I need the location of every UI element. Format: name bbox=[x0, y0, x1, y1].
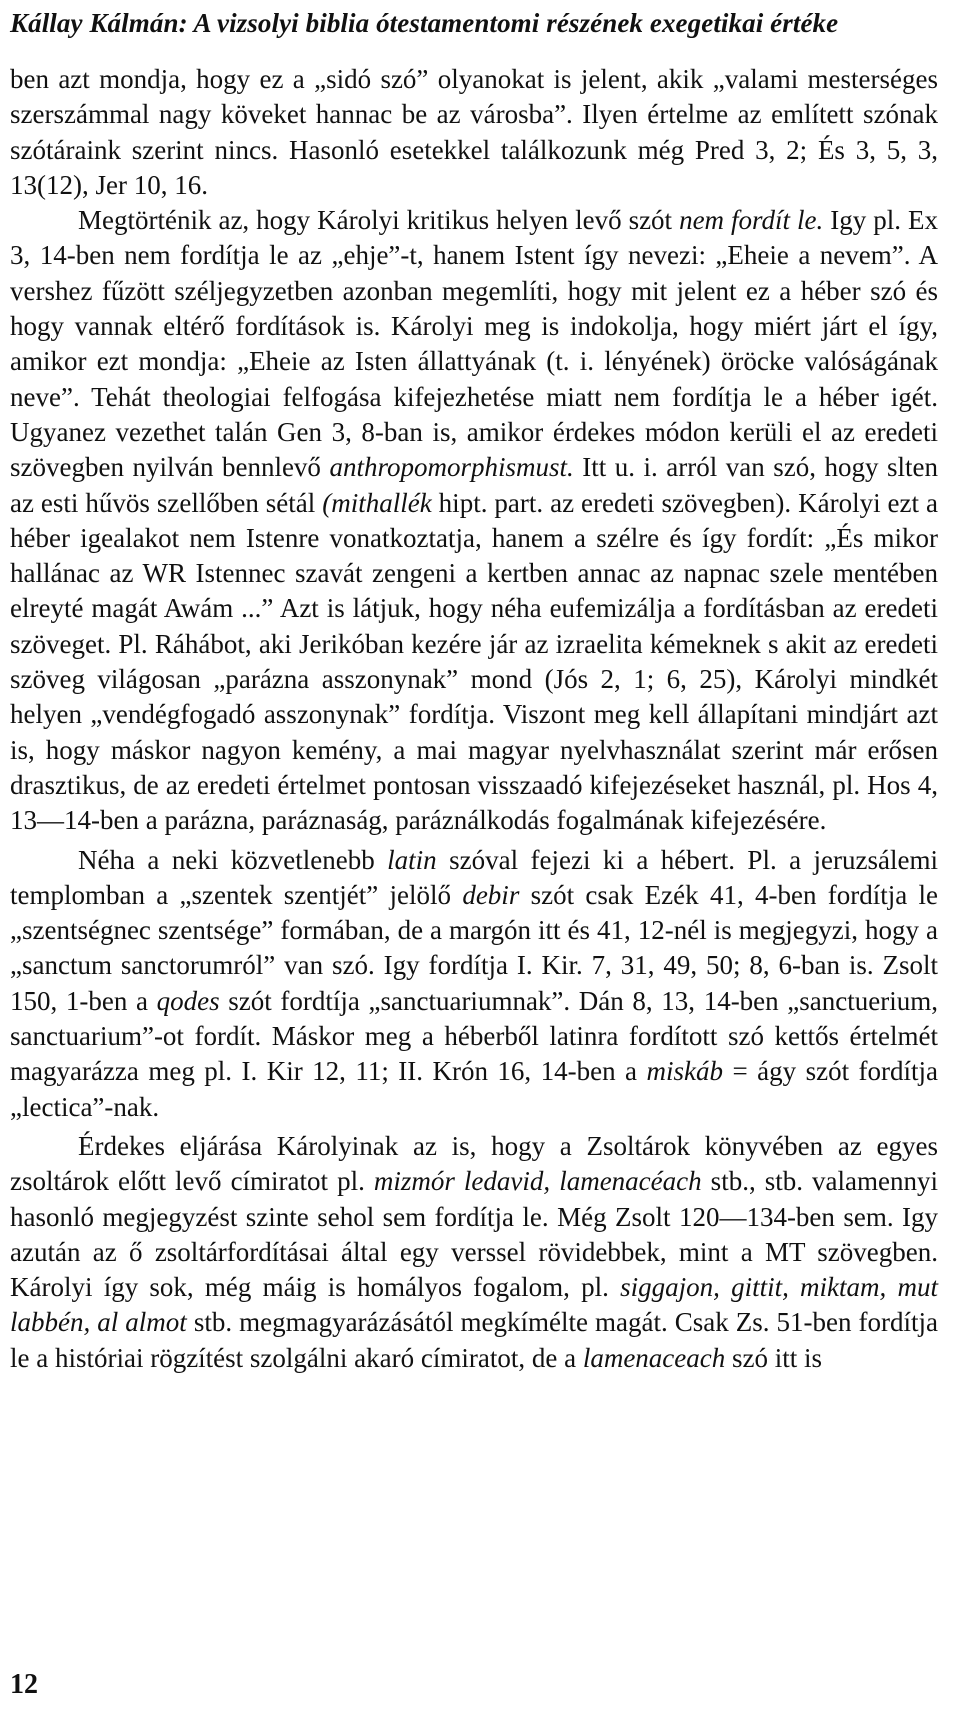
italic-term: miskáb bbox=[646, 1056, 723, 1087]
italic-term: latin bbox=[387, 844, 437, 875]
text-run: ben azt mondja, hogy ez a „sidó szó” olyanokat is jelent, akik „valami mesterséges szerszámmal nagy köveket hannac be az városba”. Ilyen értelme az említett szónak szótáraink szerint nincs. Hasonló esetekkel találkozunk még Pred 3, 2; És 3, 5, 3, 13(12), Jer 10, 16. bbox=[10, 64, 938, 200]
text-run: Néha a neki közvetlenebb bbox=[78, 844, 388, 875]
text-run: Igy pl. Ex 3, 14-ben nem fordítja le az „ehje”-t, hanem Istent így nevezi: „Eheie a nevem”. A vershez fűzött széljegyzetben azonban megemlíti, hogy mit jelent ez a héber szó és hogy vannak eltérő fordítások is. Károlyi meg is indokolja, hogy miért járt el így, amikor ezt mondja: „Eheie az Isten állattyának (t. i. lényének) öröcke valóságának neve”. Tehát theologiai felfogása kifejezhetése miatt nem fordítja le a héber igét. Ugyanez vezethet talán Gen 3, 8-ban is, amikor érdekes módon kerüli el az eredeti szövegben nyilván bennlevő bbox=[10, 205, 938, 483]
text-run: stb. megmagyarázásától megkímélte magát. Csak Zs. 51-ben fordítja le a históriai rögzítést szolgálni akaró címiratot, de a bbox=[10, 1307, 938, 1373]
italic-term: qodes bbox=[156, 985, 220, 1016]
text-run: szót csak Ezék 41, 4-ben fordítja le „szentségnec szentsége” formában, de a margón itt és 41, 12-nél is megjegyzi, hogy a „sanctum sanctorumról” van szó. Igy fordítja I. Kir. 7, 31, 49, 50; 8, 6-ban is. Zsolt 150, 1-ben a bbox=[10, 879, 939, 1016]
paragraph-3 bbox=[10, 843, 938, 1125]
text-run: stb., stb. valamennyi hasonló megjegyzést szinte sehol sem fordítja le. Még Zsolt 120—134-ben sem. Igy azután az ő zsoltárfordításai által egy verssel rövidebbek, mint a MT szövegben. Károlyi így sok, még máig is homályos fogalom, pl. bbox=[10, 1166, 938, 1303]
italic-term: mizmór ledavid, lamenacéach bbox=[373, 1166, 702, 1197]
text-run: = ágy szót fordítja „lectica”-nak. bbox=[10, 1056, 938, 1122]
italic-term: nem fordít le. bbox=[679, 205, 824, 236]
italic-term: (mithallék bbox=[322, 487, 432, 518]
text-run: szót fordtíja „sanctuariumnak”. Dán 8, 13, 14-ben „sanctuerium, sanctuarium”-ot fordít. Máskor meg a héberből latinra fordított szó kettős értelmét magyarázza meg pl. I. Kir 12, 11; II. Krón 16, 14-ben a bbox=[10, 985, 938, 1087]
text-run: hipt. part. az eredeti szövegben). Károlyi ezt a héber igealakot nem Istenre vonatkoztatja, hanem a szélre és így fordít: „És mikor hallánac az WR Istennec szavát zengeni a kertben annac az napnac szele mentében elreyté magát Awám ...” Azt is látjuk, hogy néha eufemizálja a fordításban az eredeti szöveget. Pl. Ráhábot, aki Jerikóban kezére jár az izraelita kémeknek s akit az eredeti szöveg világosan „parázna asszonynak” mond (Jós 2, 1; 6, 25), Károlyi mindkét helyen „vendégfogadó asszonynak” fordítja. Viszont meg kell állapítani mindjárt azt is, hogy máskor nagyon kemény, a mai magyar nyelvhasználat szerint már erősen drasztikus, de az eredeti értelmet pontosan visszaadó kifejezéseket használ, pl. Hos 4, 13—14-ben a parázna, paráznaság, paráználkodás fogalmának kifejezésére. bbox=[10, 487, 938, 836]
text-run: Megtörténik az, hogy Károlyi kritikus helyen levő szót bbox=[78, 205, 680, 236]
text-run: szóval fejezi ki a hébert. Pl. a jeruzsálemi templomban a „szentek szentjét” jelölő bbox=[10, 844, 938, 910]
text-run: Érdekes eljárása Károlyinak az is, hogy a Zsoltárok könyvében az egyes zsoltárok előtt levő címiratot pl. bbox=[10, 1130, 938, 1197]
paragraph-4 bbox=[10, 1129, 938, 1376]
italic-term: anthropomorphismust. bbox=[329, 452, 574, 483]
paragraph-1 bbox=[10, 62, 938, 203]
page-number: 12 bbox=[10, 1669, 38, 1700]
running-header: Kállay Kálmán: A vizsolyi biblia ótestamentomi részének exegetikai értéke bbox=[10, 8, 839, 38]
italic-term: siggajon, gittit, miktam, mut labbén, al almot bbox=[10, 1272, 938, 1338]
italic-term: lamenaceach bbox=[582, 1342, 726, 1373]
text-run: Itt u. i. arról van szó, hogy slten az esti hűvös szellőben sétál bbox=[10, 452, 938, 518]
body-text bbox=[10, 62, 938, 1376]
paragraph-2 bbox=[10, 203, 938, 838]
italic-term: debir bbox=[462, 879, 520, 910]
text-run: szó itt is bbox=[725, 1342, 823, 1373]
